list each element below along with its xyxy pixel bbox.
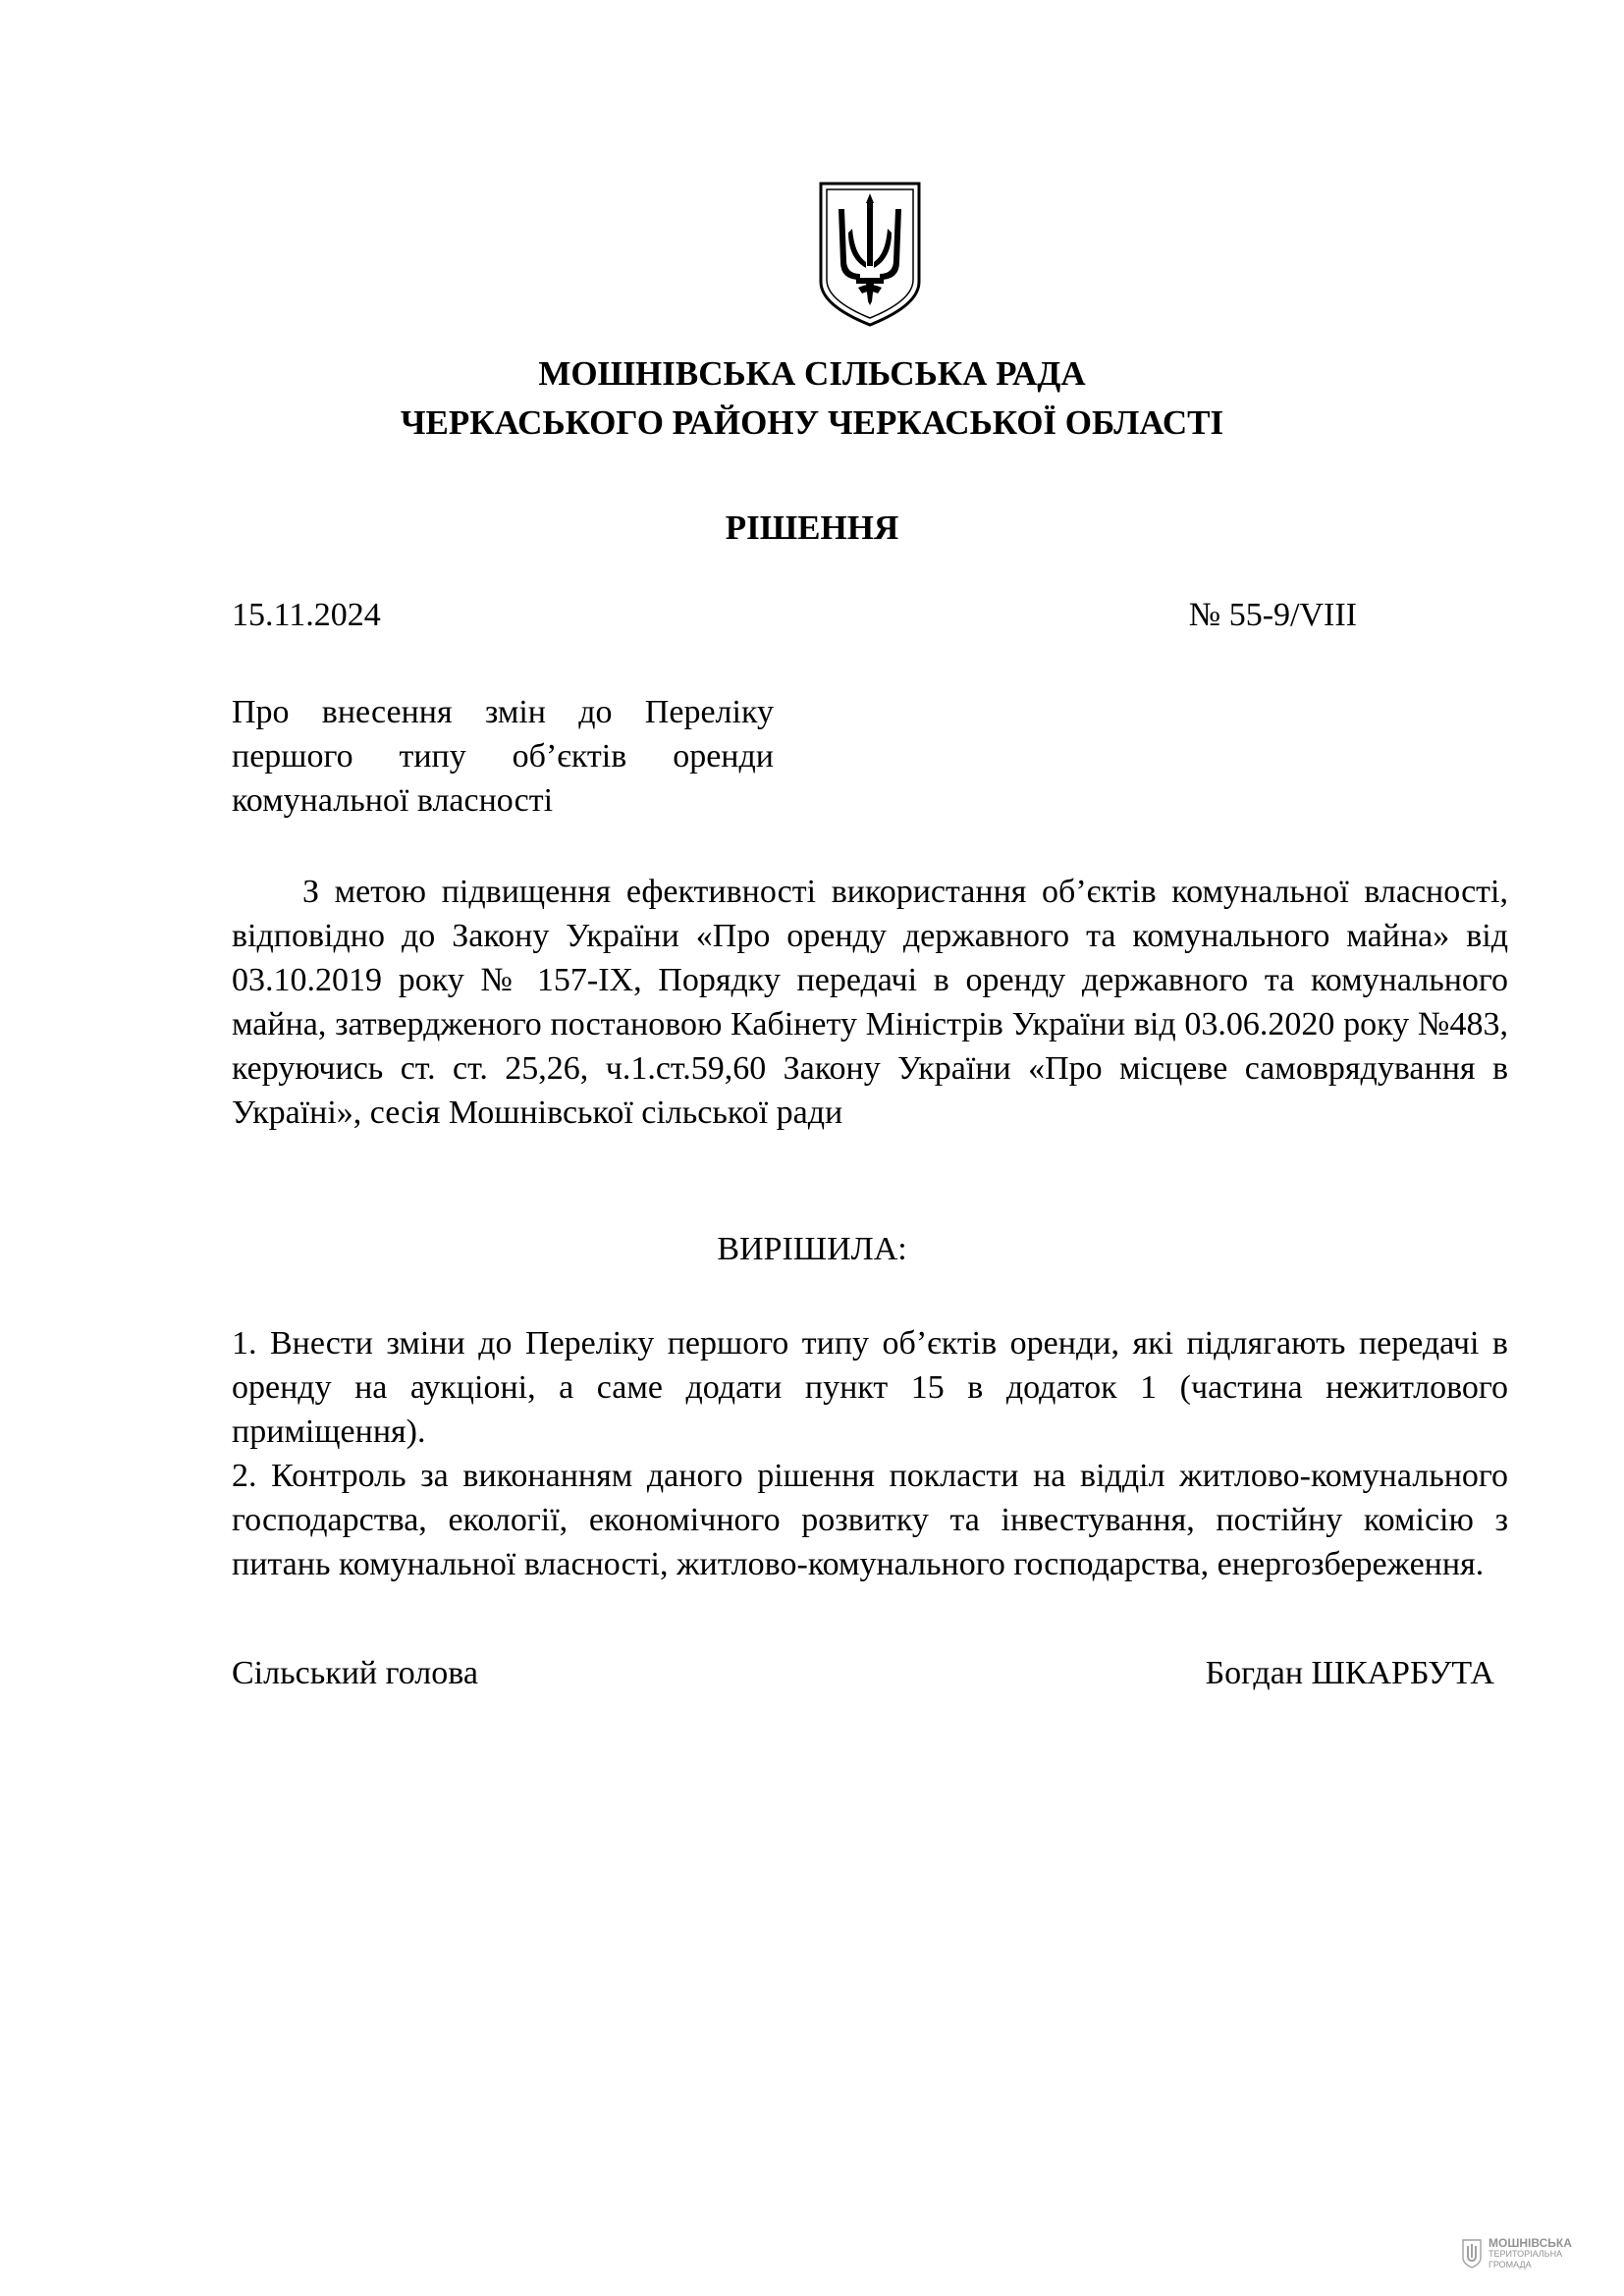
date-number-line xyxy=(232,593,1357,637)
logo-line-3: ГРОМАДА xyxy=(1489,2259,1532,2269)
coat-of-arms-icon xyxy=(817,180,923,329)
preamble-paragraph: З метою підвищення ефективності використання об’єктів комунальної власності, відповідно до Закону України «Про оренду державного та комунального майна» від 03.10.2019 року № 157-ІХ, Порядку передачі в оренду державного та комунального майна, затвердженого постановою Кабінету Міністрів України від 03.06.2020 року №483, керуючись ст. ст. 25,26, ч.1.ст.59,60 Закону України «Про місцеве самоврядування в Україні», сесія Мошнівської сільської ради xyxy=(232,874,1508,1131)
signature-block xyxy=(232,1651,1494,1695)
decision-item: 2. Контроль за виконанням даного рішення покласти на відділ житлово-комунального господарства, екології, економічного розвитку та інвестування, постійну комісію з питань комунальної власності, житлово-комунального господарства, енергозбереження. xyxy=(232,1458,1508,1582)
community-logo xyxy=(1461,2230,1572,2277)
logo-line-1: МОШНІВСЬКА xyxy=(1489,2235,1572,2250)
resolved-heading: ВИРІШИЛА: xyxy=(717,1231,907,1267)
document-date: 15.11.2024 xyxy=(232,597,381,633)
signatory-name: Богдан ШКАРБУТА xyxy=(1205,1655,1494,1691)
trident-icon xyxy=(1461,2238,1483,2269)
decision-items xyxy=(232,1321,1508,1586)
signatory-position: Сільський голова xyxy=(232,1655,478,1691)
logo-line-2: ТЕРИТОРІАЛЬНА xyxy=(1489,2248,1563,2259)
council-name: МОШНІВСЬКА СІЛЬСЬКА РАДА xyxy=(538,354,1086,393)
document-title: РІШЕННЯ xyxy=(725,508,899,547)
issuer-header xyxy=(0,349,1624,448)
community-logo-text xyxy=(1489,2235,1572,2270)
document-number: № 55-9/VIII xyxy=(1188,597,1357,633)
council-region: ЧЕРКАСЬКОГО РАЙОНУ ЧЕРКАСЬКОЇ ОБЛАСТІ xyxy=(400,403,1224,442)
decision-item: 1. Внести зміни до Переліку першого типу об’єктів оренди, які підлягають передачі в оренду на аукціоні, а саме додати пункт 15 в додаток 1 (частина нежитлового приміщення). xyxy=(232,1325,1508,1450)
document-subject: Про внесення змін до Переліку першого типу об’єктів оренди комунальної власності xyxy=(232,694,774,819)
